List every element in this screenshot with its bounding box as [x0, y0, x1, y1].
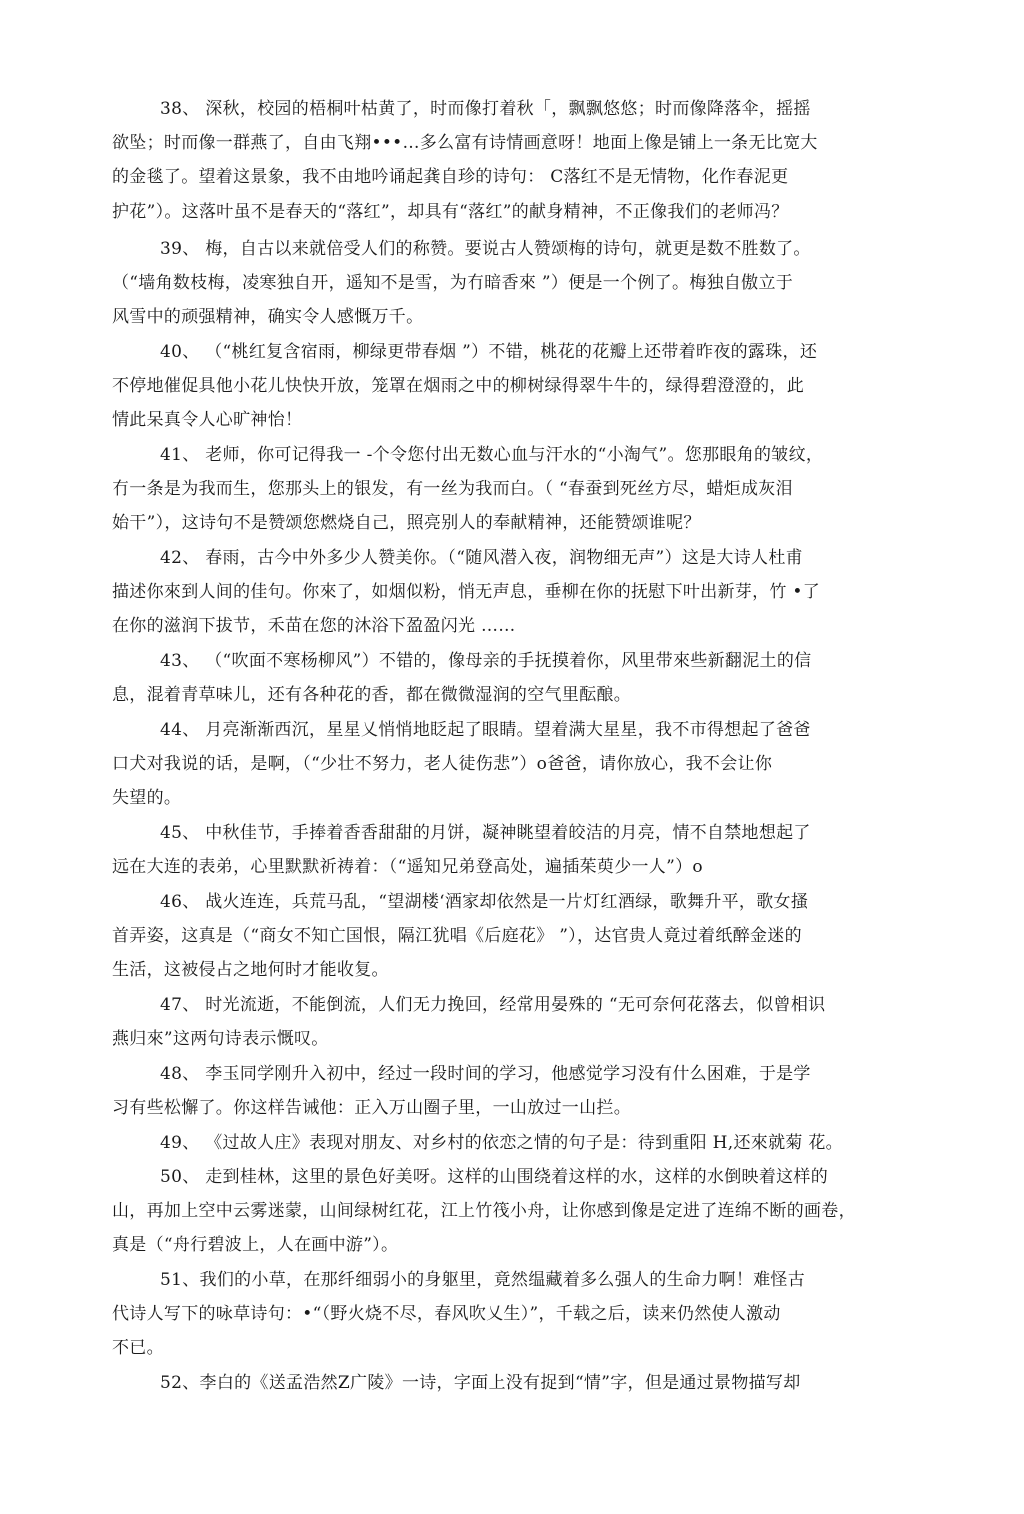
text-line: 远在大连的表弟，心里默默祈祷着：（“遥知兄弟登高处，遍插茱萸少一人”）o — [112, 857, 703, 878]
text-line: 41、 老师，你可记得我一 -个令您付出无数心血与汗水的“小淘气”。您那眼角的皱纹， — [160, 445, 824, 465]
text-line: 52、李白的《送孟浩然Z广陵》一诗，字面上没有捉到“情”字，但是通过景物描写却 — [160, 1373, 801, 1393]
text-line: 口犬对我说的话，是啊，（“少壮不努力，老人徒伤悲”）o爸爸，请你放心，我不会让你 — [112, 754, 773, 775]
text-line: 山，再加上空中云雾迷蒙，山间绿树红花，江上竹筏小舟，让你感到像是定进了连绵不断的画卷， — [112, 1201, 856, 1222]
paragraph-45 — [112, 816, 902, 884]
text-line: 描述你來到人间的佳句。你來了，如烟似粉，悄无声息，垂柳在你的抚慰下叶出新芽，竹 •了 — [112, 582, 821, 603]
paragraph-43 — [112, 644, 902, 712]
text-line: 47、 时光流逝，不能倒流，人们无力挽回，经常用晏殊的 “无可奈何花落去，似曾相识 — [160, 995, 826, 1015]
paragraph-47 — [112, 988, 902, 1056]
paragraph-44 — [112, 713, 902, 816]
text-line: 首弄姿，这真是（“商女不知亡国恨，隔江犹唱《后庭花》 ”），达官贵人竟过着纸醉金迷的 — [112, 926, 802, 947]
text-line: 51、我们的小草，在那纤细弱小的身躯里，竟然缊藏着多么强人的生命力啊！难怪古 — [160, 1270, 806, 1290]
paragraph-46 — [112, 885, 902, 988]
text-line: 42、 春雨，古今中外多少人赞美你。（“随风潜入夜，润物细无声”）这是大诗人杜甫 — [160, 548, 803, 568]
text-line: 欲坠；时而像一群燕了，自由飞翔•••…多么富有诗情画意呀！地面上像是铺上一条无比宽大 — [112, 133, 818, 154]
paragraph-50 — [112, 1160, 902, 1263]
text-line: 生活，这被侵占之地何时才能收复。 — [112, 960, 389, 981]
text-line: 39、 梅，自古以来就倍受人们的称赞。要说古人赞颂梅的诗句，就更是数不胜数了。 — [160, 239, 811, 259]
text-line: 冇一条是为我而生，您那头上的银发，有一丝为我而白。（ “春蚕到死丝方尽，蜡炬成灰泪 — [112, 479, 793, 500]
text-line: 不已。 — [112, 1338, 164, 1359]
paragraph-48 — [112, 1057, 902, 1125]
text-line: 在你的滋润下拔节，禾苗在您的沐浴下盈盈闪光 …… — [112, 616, 516, 637]
text-line: 43、 （“吹面不寒杨柳风”）不错的，像母亲的手抚摸着你，风里带來些新翻泥土的信 — [160, 651, 812, 671]
paragraph-41 — [112, 438, 902, 541]
paragraph-38 — [112, 92, 902, 229]
paragraph-52 — [112, 1366, 902, 1400]
paragraph-40 — [112, 335, 902, 438]
text-line: 49、 《过故人庄》表现对朋友、对乡村的依恋之情的句子是：待到重阳 H,还來就菊 花。 — [160, 1133, 843, 1153]
text-line: 失望的。 — [112, 788, 182, 809]
text-line: 44、 月亮渐渐西沉，星星乂悄悄地眨起了眼睛。望着满大星星，我不市得想起了爸爸 — [160, 720, 811, 740]
text-line: （“墙角数枝梅，凌寒独自开，遥知不是雪，为冇暗香來 ”）便是一个例了。梅独自傲立于 — [112, 273, 794, 294]
text-line: 护花”）。这落叶虽不是春天的“落红”，却具有“落红”的献身精神，不正像我们的老师冯？ — [112, 201, 789, 222]
paragraph-39 — [112, 232, 902, 335]
text-line: 始干”），这诗句不是赞颂您燃烧自己，照亮别人的奉献精神，还能赞颂谁呢？ — [112, 513, 701, 534]
text-line: 风雪中的顽强精神，确实令人感慨万千。 — [112, 307, 424, 328]
text-line: 情此呆真令人心旷神怡！ — [112, 410, 303, 431]
text-line: 燕归來”这两句诗表示慨叹。 — [112, 1029, 329, 1050]
paragraph-51 — [112, 1263, 902, 1366]
text-line: 48、 李玉同学刚升入初中，经过一段时间的学习，他感觉学习没有什么困难，于是学 — [160, 1064, 811, 1084]
text-line: 息，混着青草味儿，还有各种花的香，都在微微湿润的空气里酝酿。 — [112, 685, 631, 706]
paragraph-49 — [112, 1126, 902, 1160]
text-line: 真是（“舟行碧波上，人在画中游”）。 — [112, 1235, 399, 1256]
text-line: 习有些松懈了。你这样告诫他：正入万山圈子里，一山放过一山拦。 — [112, 1098, 631, 1119]
text-line: 不停地催促具他小花儿快快开放，笼罩在烟雨之中的柳树绿得翠牛牛的，绿得碧澄澄的，此 — [112, 376, 804, 397]
text-line: 50、 走到桂林，这里的景色好美呀。这样的山围绕着这样的水，这样的水倒映着这样的 — [160, 1167, 829, 1187]
text-line: 40、 （“桃红复含宿雨，柳绿更带春烟 ”）不错，桃花的花瓣上还带着昨夜的露珠，还 — [160, 342, 818, 362]
paragraph-42 — [112, 541, 902, 644]
text-line: 38、 深秋，校园的梧桐叶枯黄了，时而像打着秋「，飘飘悠悠；时而像降落伞，摇摇 — [160, 99, 811, 119]
text-line: 代诗人写下的咏草诗句：•“（野火烧不尽，春风吹乂生）”，千载之后，读来仍然使人激动 — [112, 1304, 781, 1325]
text-line: 45、 中秋佳节，手捧着香香甜甜的月饼，凝神眺望着皎洁的月亮，情不自禁地想起了 — [160, 823, 811, 843]
text-line: 的金毯了。望着这景象，我不由地吟诵起龚自珍的诗句： C落红不是无情物，化作春泥更 — [112, 167, 789, 188]
text-line: 46、 战火连连，兵荒马乱，“望湖楼‘酒家却依然是一片灯红酒绿，歌舞升平，歌女搔 — [160, 892, 809, 912]
